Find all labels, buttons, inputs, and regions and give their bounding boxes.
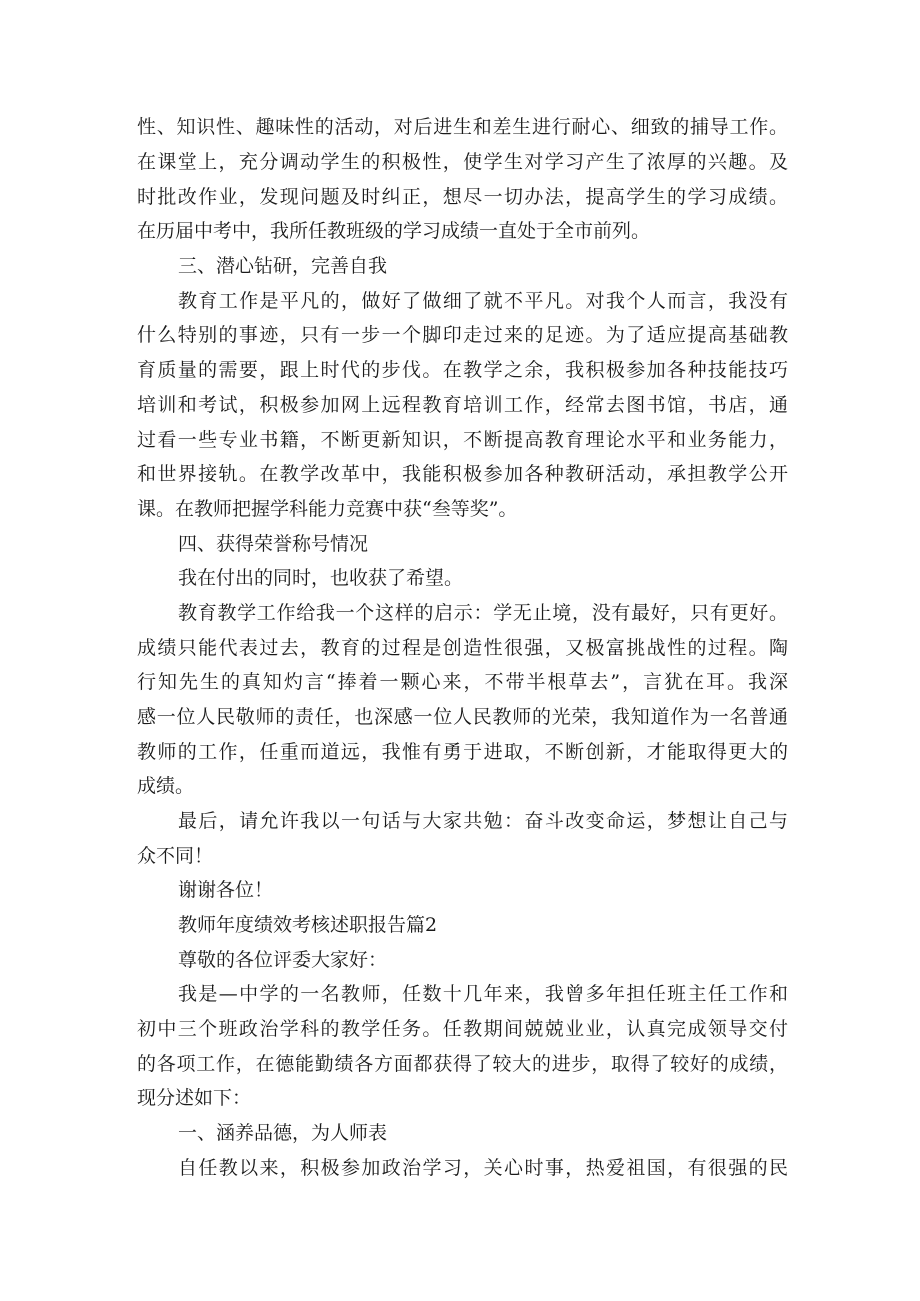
text-line: 行知先生的真知灼言“捧着一颗心来，不带半根草去”，言犹在耳。我深 [137,671,788,693]
text-line: 育质量的需要，跟上时代的步伐。在教学之余，我积极参加各种技能技巧 [137,359,788,381]
section-heading: 四、获得荣誉称号情况 [178,533,369,555]
section-heading: 三、潜心钻研，完善自我 [178,255,388,277]
text-line: 我在付出的同时，也收获了希望。 [178,567,464,589]
text-line: 成绩。 [137,775,195,797]
text-line: 时批改作业，发现问题及时纠正，想尽一切办法，提高学生的学习成绩。 [137,186,788,208]
text-line: 成绩只能代表过去，教育的过程是创造性很强，又极富挑战性的过程。陶 [137,637,788,659]
text-line: 众不同！ [137,845,214,867]
salutation: 尊敬的各位评委大家好： [178,949,388,971]
text-line: 最后，请允许我以一句话与大家共勉：奋斗改变命运，梦想让自己与 [178,810,788,832]
text-line: 课。在教师把握学科能力竞赛中获“叁等奖”。 [137,498,518,520]
text-line: 培训和考试，积极参加网上远程教育培训工作，经常去图书馆，书店，通 [137,394,788,416]
text-line: 谢谢各位！ [178,879,274,901]
text-line: 感一位人民敬师的责任，也深感一位人民教师的光荣，我知道作为一名普通 [137,706,788,728]
text-line: 性、知识性、趣味性的活动，对后进生和差生进行耐心、细致的捕导工作。 [137,116,788,138]
text-line: 初中三个班政治学科的教学任务。任教期间兢兢业业，认真完成领导交付 [137,1018,788,1040]
text-line: 教师的工作，任重而道远，我惟有勇于进取，不断创新，才能取得更大的 [137,741,788,763]
text-line: 教育教学工作给我一个这样的启示：学无止境，没有最好，只有更好。 [178,602,788,624]
text-line: 的各项工作，在德能勤绩各方面都获得了较大的进步，取得了较好的成绩， [137,1053,788,1075]
text-line: 现分述如下： [137,1087,252,1109]
text-line: 教育工作是平凡的，做好了做细了就不平凡。对我个人而言，我没有 [178,290,788,312]
text-line: 和世界接轨。在教学改革中，我能积极参加各种教研活动，承担教学公开 [137,463,788,485]
text-line: 我是—中学的一名教师，任数十几年来，我曾多年担任班主任工作和 [178,983,788,1005]
section-heading: 一、涵养品德，为人师表 [178,1122,388,1144]
text-line: 在课堂上，充分调动学生的积极性，使学生对学习产生了浓厚的兴趣。及 [137,151,788,173]
text-line: 自任教以来，积极参加政治学习，关心时事，热爱祖国，有很强的民 [178,1157,788,1179]
text-line: 过看一些专业书籍，不断更新知识，不断提高教育理论水平和业务能力， [137,429,788,451]
text-line: 什么特别的事迹，只有一步一个脚印走过来的足迹。为了适应提高基础教 [137,324,788,346]
article-title: 教师年度绩效考核述职报告篇2 [178,914,438,936]
text-line: 在历届中考中，我所任教班级的学习成绩一直处于全市前列。 [137,220,651,242]
